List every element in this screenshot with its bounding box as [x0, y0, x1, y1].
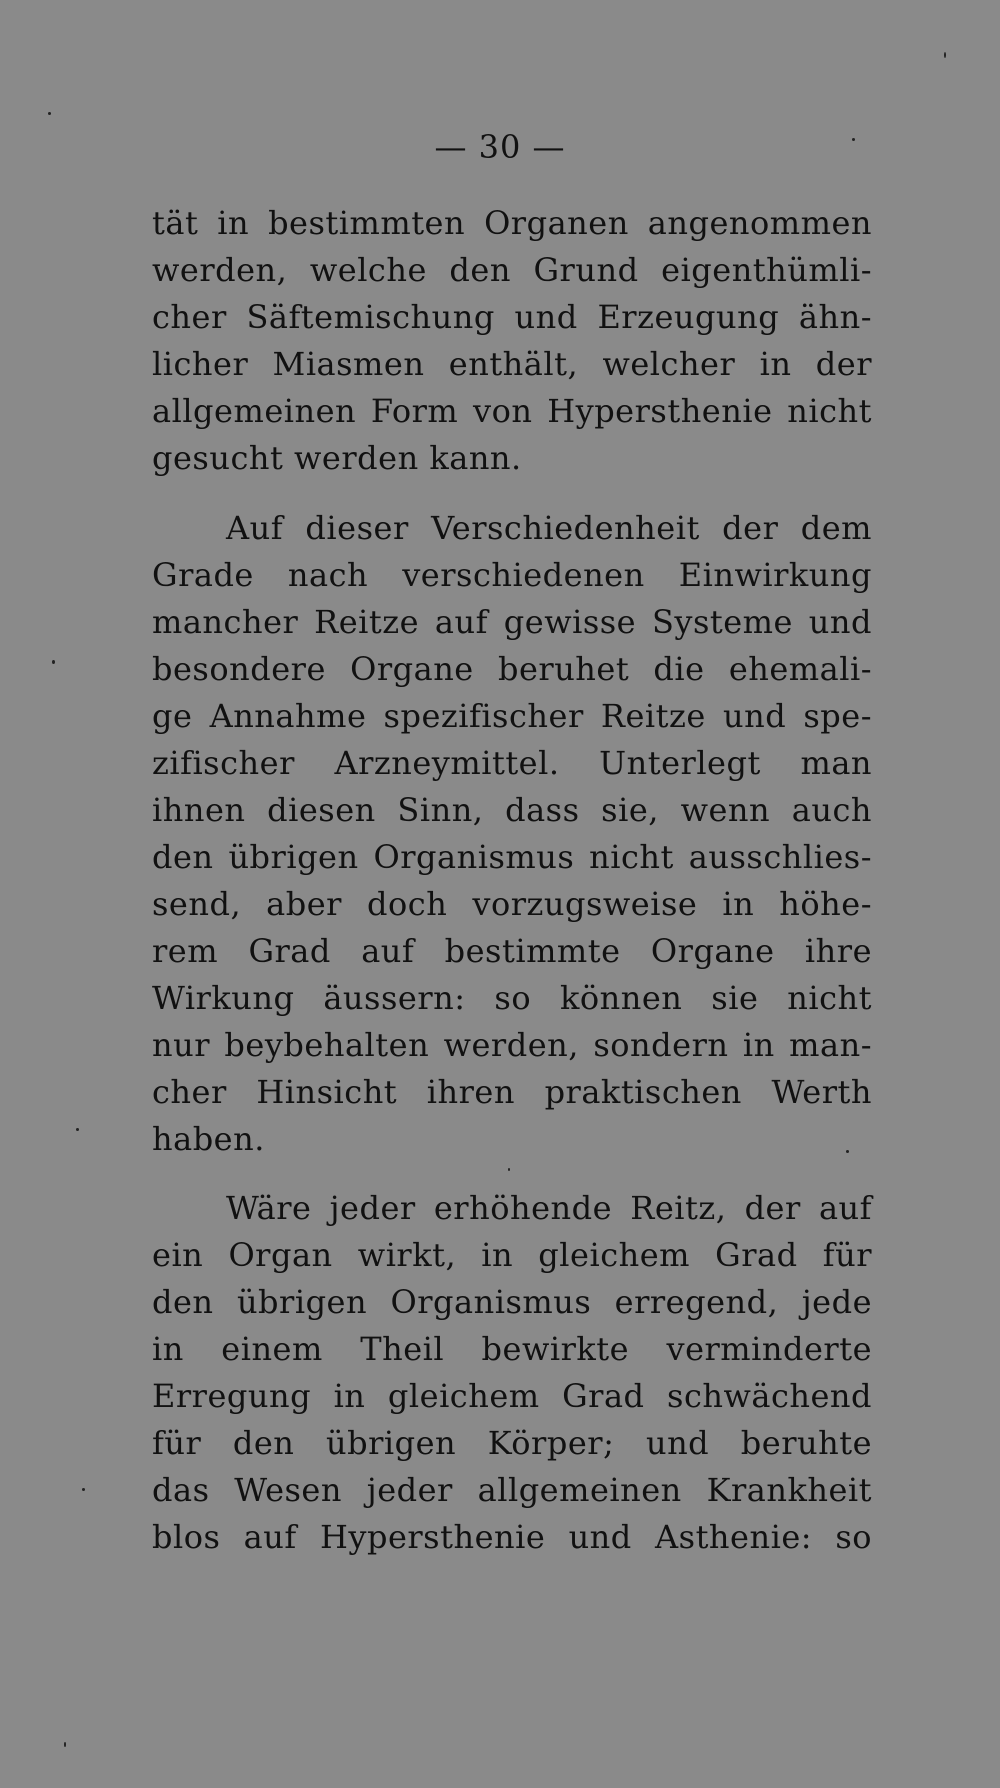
text-line: Wäre jeder erhöhende Reitz, der auf — [226, 1189, 872, 1227]
text-line: den übrigen Organismus erregend, jede — [152, 1283, 872, 1321]
text-line: send, aber doch vorzugsweise in höhe- — [152, 885, 872, 923]
text-line: ge Annahme spezifischer Reitze und spe- — [152, 697, 872, 735]
scan-speck — [852, 138, 855, 141]
text-line: allgemeinen Form von Hypersthenie nicht — [152, 392, 872, 430]
text-line: Wirkung äussern: so können sie nicht — [152, 979, 872, 1017]
text-line: rem Grad auf bestimmte Organe ihre — [152, 932, 872, 970]
text-line: tät in bestimmten Organen angenommen — [152, 204, 872, 242]
scan-speck — [52, 660, 55, 664]
scan-speck — [82, 1488, 85, 1491]
text-line: blos auf Hypersthenie und Asthenie: so — [152, 1518, 872, 1556]
text-line: werden, welche den Grund eigenthümli- — [152, 251, 872, 289]
text-line: den übrigen Organismus nicht ausschlies- — [152, 838, 872, 876]
text-line: Auf dieser Verschiedenheit der dem — [226, 509, 872, 547]
text-line: besondere Organe beruhet die ehemali- — [152, 650, 872, 688]
scan-speck — [944, 52, 946, 58]
text-line: Erregung in gleichem Grad schwächend — [152, 1377, 872, 1415]
text-line: in einem Theil bewirkte verminderte — [152, 1330, 872, 1368]
text-line: gesucht werden kann. — [152, 439, 522, 477]
text-line: Grade nach verschiedenen Einwirkung — [152, 556, 872, 594]
text-line: für den übrigen Körper; und beruhte — [152, 1424, 872, 1462]
text-line: haben. — [152, 1120, 265, 1158]
text-line: ein Organ wirkt, in gleichem Grad für — [152, 1236, 872, 1274]
text-line: cher Säftemischung und Erzeugung ähn- — [152, 298, 872, 336]
scan-speck — [48, 112, 51, 115]
paragraph-specific-stimuli — [152, 505, 872, 1163]
scan-speck — [64, 1742, 66, 1747]
scan-speck — [846, 1150, 849, 1153]
page-number: — 30 — — [434, 128, 566, 166]
text-line: das Wesen jeder allgemeinen Krankheit — [152, 1471, 872, 1509]
paragraph-excitation — [152, 1185, 872, 1561]
text-line: licher Miasmen enthält, welcher in der — [152, 345, 872, 383]
text-line: mancher Reitze auf gewisse Systeme und — [152, 603, 872, 641]
scan-speck — [76, 1128, 79, 1131]
paragraph-continuation — [152, 200, 872, 482]
scan-speck — [508, 1168, 510, 1171]
text-line: zifischer Arzneymittel. Unterlegt man — [152, 744, 872, 782]
text-line: cher Hinsicht ihren praktischen Werth — [152, 1073, 872, 1111]
text-line: nur beybehalten werden, sondern in man- — [152, 1026, 872, 1064]
text-line: ihnen diesen Sinn, dass sie, wenn auch — [152, 791, 872, 829]
